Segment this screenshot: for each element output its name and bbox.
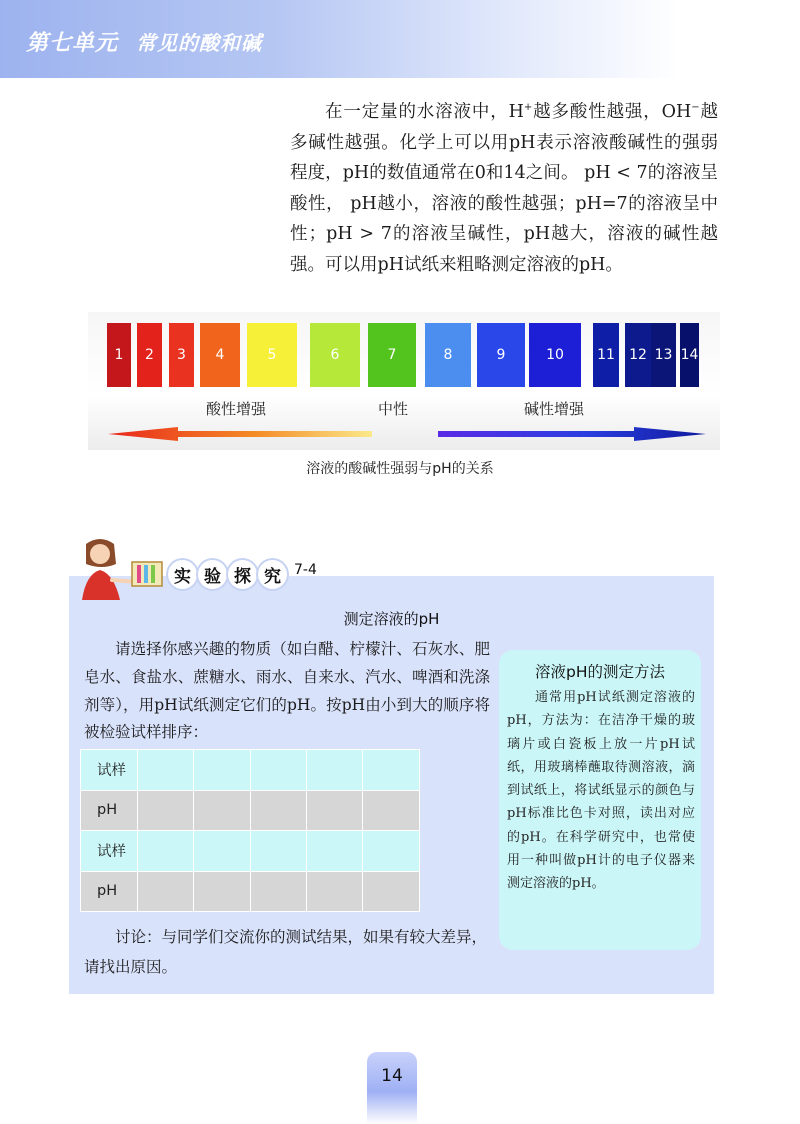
table-row xyxy=(81,790,420,831)
ph-swatch-10: 10 xyxy=(529,323,581,387)
experiment-header xyxy=(168,548,317,600)
method-panel xyxy=(499,650,701,950)
table-cell[interactable] xyxy=(250,831,306,872)
ph-swatch-5: 5 xyxy=(247,323,297,387)
table-row xyxy=(81,871,420,912)
header-char-1: 实 xyxy=(168,560,197,589)
table-cell[interactable] xyxy=(306,871,362,912)
unit-label: 第七单元 xyxy=(26,31,119,56)
table-cell[interactable] xyxy=(137,750,193,791)
ph-swatch-1: 1 xyxy=(107,323,131,387)
intro-text-3: 越多碱性越强。化学上可以用pH表示溶液酸碱性的强弱程度，pH的数值通常在0和14之间。 pH < 7的溶液呈酸性， pH越小，溶液的酸性越强；pH=7的溶液呈中性；pH > 7的溶液呈碱性，pH越大，溶液的碱性越强。可以用pH试纸来粗略测定溶液的pH。 xyxy=(290,102,719,275)
base-arrow xyxy=(438,427,706,441)
table-cell[interactable] xyxy=(363,831,420,872)
table-cell[interactable] xyxy=(194,831,250,872)
table-cell[interactable] xyxy=(363,871,420,912)
figure-caption: 溶液的酸碱性强弱与pH的关系 xyxy=(306,461,494,477)
ph-swatch-14: 14 xyxy=(680,323,699,387)
table-cell[interactable] xyxy=(306,831,362,872)
ph-swatch-12: 12 xyxy=(625,323,651,387)
page-number-tab xyxy=(367,1052,417,1124)
h-plus-superscript: + xyxy=(523,102,533,113)
ph-swatch-2: 2 xyxy=(137,323,162,387)
row-label: pH xyxy=(81,790,138,831)
table-cell[interactable] xyxy=(363,750,420,791)
discussion-text: 讨论：与同学们交流你的测试结果，如果有较大差异，请找出原因。 xyxy=(84,928,488,976)
ph-swatch-9: 9 xyxy=(477,323,525,387)
header-char-3: 探 xyxy=(228,560,257,589)
intro-text-2: 越多酸性越强，OH xyxy=(532,102,692,122)
ph-swatch-7: 7 xyxy=(368,323,416,387)
method-title: 溶液pH的测定方法 xyxy=(535,663,665,681)
experiment-title: 测定溶液的pH xyxy=(343,610,440,628)
sample-table xyxy=(80,749,420,912)
ph-swatch-11: 11 xyxy=(593,323,619,387)
table-cell[interactable] xyxy=(306,790,362,831)
chapter-title xyxy=(26,26,262,57)
ph-swatch-3: 3 xyxy=(169,323,194,387)
intro-paragraph xyxy=(290,97,718,280)
table-cell[interactable] xyxy=(194,790,250,831)
intro-text-1: 在一定量的水溶液中，H xyxy=(325,102,524,122)
table-cell[interactable] xyxy=(250,871,306,912)
ph-swatch-13: 13 xyxy=(651,323,676,387)
row-label: 试样 xyxy=(81,750,138,791)
ph-swatch-8: 8 xyxy=(425,323,471,387)
chapter-header xyxy=(0,0,800,78)
page-number: 14 xyxy=(381,1066,403,1086)
table-cell[interactable] xyxy=(194,871,250,912)
ph-scale-figure xyxy=(88,312,720,450)
acid-label: 酸性增强 xyxy=(206,400,267,418)
acid-arrow xyxy=(108,427,372,441)
table-row xyxy=(81,750,420,791)
ph-swatch-6: 6 xyxy=(310,323,360,387)
experiment-instructions: 请选择你感兴趣的物质（如白醋、柠檬汁、石灰水、肥皂水、食盐水、蔗糖水、雨水、自来水、汽水、啤酒和洗涤剂等），用pH试纸测定它们的pH。按pH由小到大的顺序将被检验试样排序： xyxy=(84,640,490,742)
table-cell[interactable] xyxy=(194,750,250,791)
method-text: 通常用pH试纸测定溶液的pH，方法为：在洁净干燥的玻璃片或白瓷板上放一片pH试纸，用玻璃棒蘸取待测溶液，滴到试纸上，将试纸显示的颜色与pH标准比色卡对照，读出对应的pH。在科学研究中，也常使用一种叫做pH计的电子仪器来测定溶液的pH。 xyxy=(507,690,695,892)
experiment-number: 7-4 xyxy=(294,562,317,578)
table-cell[interactable] xyxy=(250,790,306,831)
neutral-label: 中性 xyxy=(378,400,409,418)
table-cell[interactable] xyxy=(306,750,362,791)
row-label: 试样 xyxy=(81,831,138,872)
oh-minus-superscript: − xyxy=(691,102,700,113)
table-cell[interactable] xyxy=(250,750,306,791)
base-label: 碱性增强 xyxy=(524,400,585,418)
header-char-4: 究 xyxy=(258,560,287,589)
table-cell[interactable] xyxy=(137,790,193,831)
table-cell[interactable] xyxy=(363,790,420,831)
table-cell[interactable] xyxy=(137,871,193,912)
table-cell[interactable] xyxy=(137,831,193,872)
unit-topic: 常见的酸和碱 xyxy=(136,31,263,55)
header-char-2: 验 xyxy=(198,560,227,589)
row-label: pH xyxy=(81,871,138,912)
table-row xyxy=(81,831,420,872)
student-illustration xyxy=(72,534,168,600)
ph-swatch-4: 4 xyxy=(200,323,240,387)
